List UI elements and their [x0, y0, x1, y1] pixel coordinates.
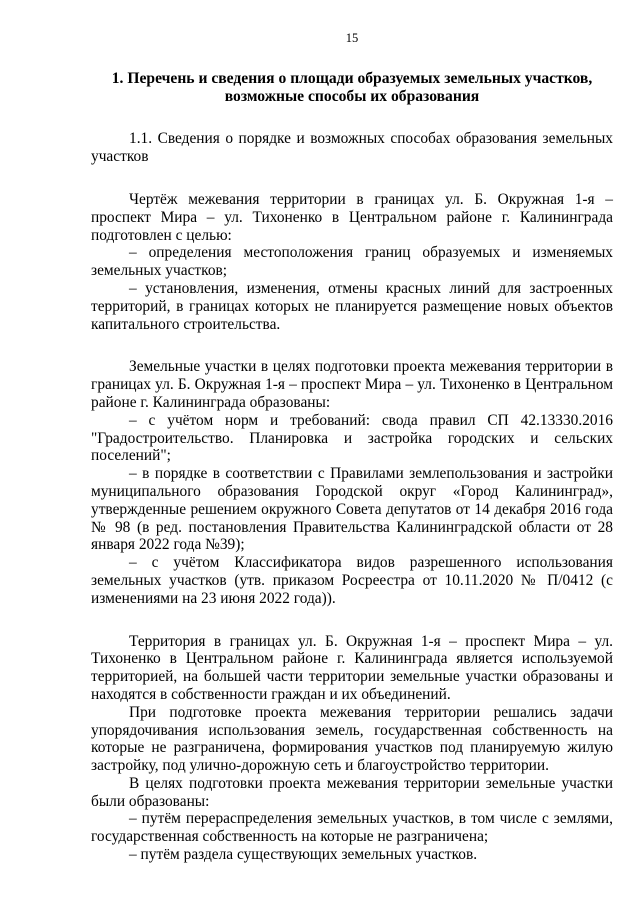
section-title-line-1: 1. Перечень и сведения о площади образуемых земельных участков,: [111, 69, 593, 87]
section-title-line-2: возможные способы их образования: [224, 87, 480, 105]
paragraph-2-item-2: – в порядке в соответствии с Правилами землепользования и застройки муниципального образования Городской округ «Город Калининград», утвержденные решением окружного Совета депутатов от 14 декабря 2016 года № 98 (в ред. постановления Правительства Калининградской области от 28 января 2022 года №39);: [91, 465, 613, 554]
document-page: [91, 30, 613, 864]
paragraph-3: Территория в границах ул. Б. Окружная 1-я – проспект Мира – ул. Тихоненко в Центральном районе г. Калининграда является используемой территорией, на большей части территории земельные участки образованы и находятся в собственности граждан и их объединений.: [91, 632, 613, 703]
spacer: [91, 166, 613, 191]
paragraph-2: Земельные участки в целях подготовки проекта межевания территории в границах ул. Б. Окружная 1-я – проспект Мира – ул. Тихоненко в Центральном районе г. Калининграда образованы:: [91, 358, 613, 411]
paragraph-2-item-1: – с учётом норм и требований: свода правил СП 42.13330.2016 "Градостроительство. Планировка и застройка городских и сельских поселений";: [91, 411, 613, 465]
paragraph-5-item-1: – путём перераспределения земельных участков, в том числе с землями, государственная собственность на которые не разграничена;: [91, 810, 613, 846]
paragraph-1: Чертёж межевания территории в границах ул. Б. Окружная 1-я – проспект Мира – ул. Тихоненко в Центральном районе г. Калининграда подготовлен с целью:: [91, 190, 613, 244]
paragraph-2-item-3: – с учётом Классификатора видов разрешенного использования земельных участков (утв. приказом Росреестра от 10.11.2020 № П/0412 (с изменениями на 23 июня 2022 года)).: [91, 554, 613, 607]
paragraph-1-item-1: – определения местоположения границ образуемых и изменяемых земельных участков;: [91, 244, 613, 280]
section-title: [91, 70, 613, 106]
paragraph-5: В целях подготовки проекта межевания территории земельные участки были образованы:: [91, 774, 613, 810]
paragraph-1-item-2: – установления, изменения, отмены красных линий для застроенных территорий, в границах которых не планируется размещение новых объектов капитального строительства.: [91, 279, 613, 333]
subsection-heading: 1.1. Сведения о порядке и возможных способах образования земельных участков: [91, 130, 613, 166]
spacer: [91, 608, 613, 633]
page-number: 15: [345, 31, 359, 45]
spacer: [91, 333, 613, 358]
paragraph-5-item-2: – путём раздела существующих земельных участков.: [129, 846, 478, 864]
paragraph-4: При подготовке проекта межевания территории решались задачи упорядочивания использования земель, государственная собственность на которые не разграничена, формирования участков под планируемую жилую застройку, под улично-дорожную сеть и благоустройство территории.: [91, 703, 613, 775]
